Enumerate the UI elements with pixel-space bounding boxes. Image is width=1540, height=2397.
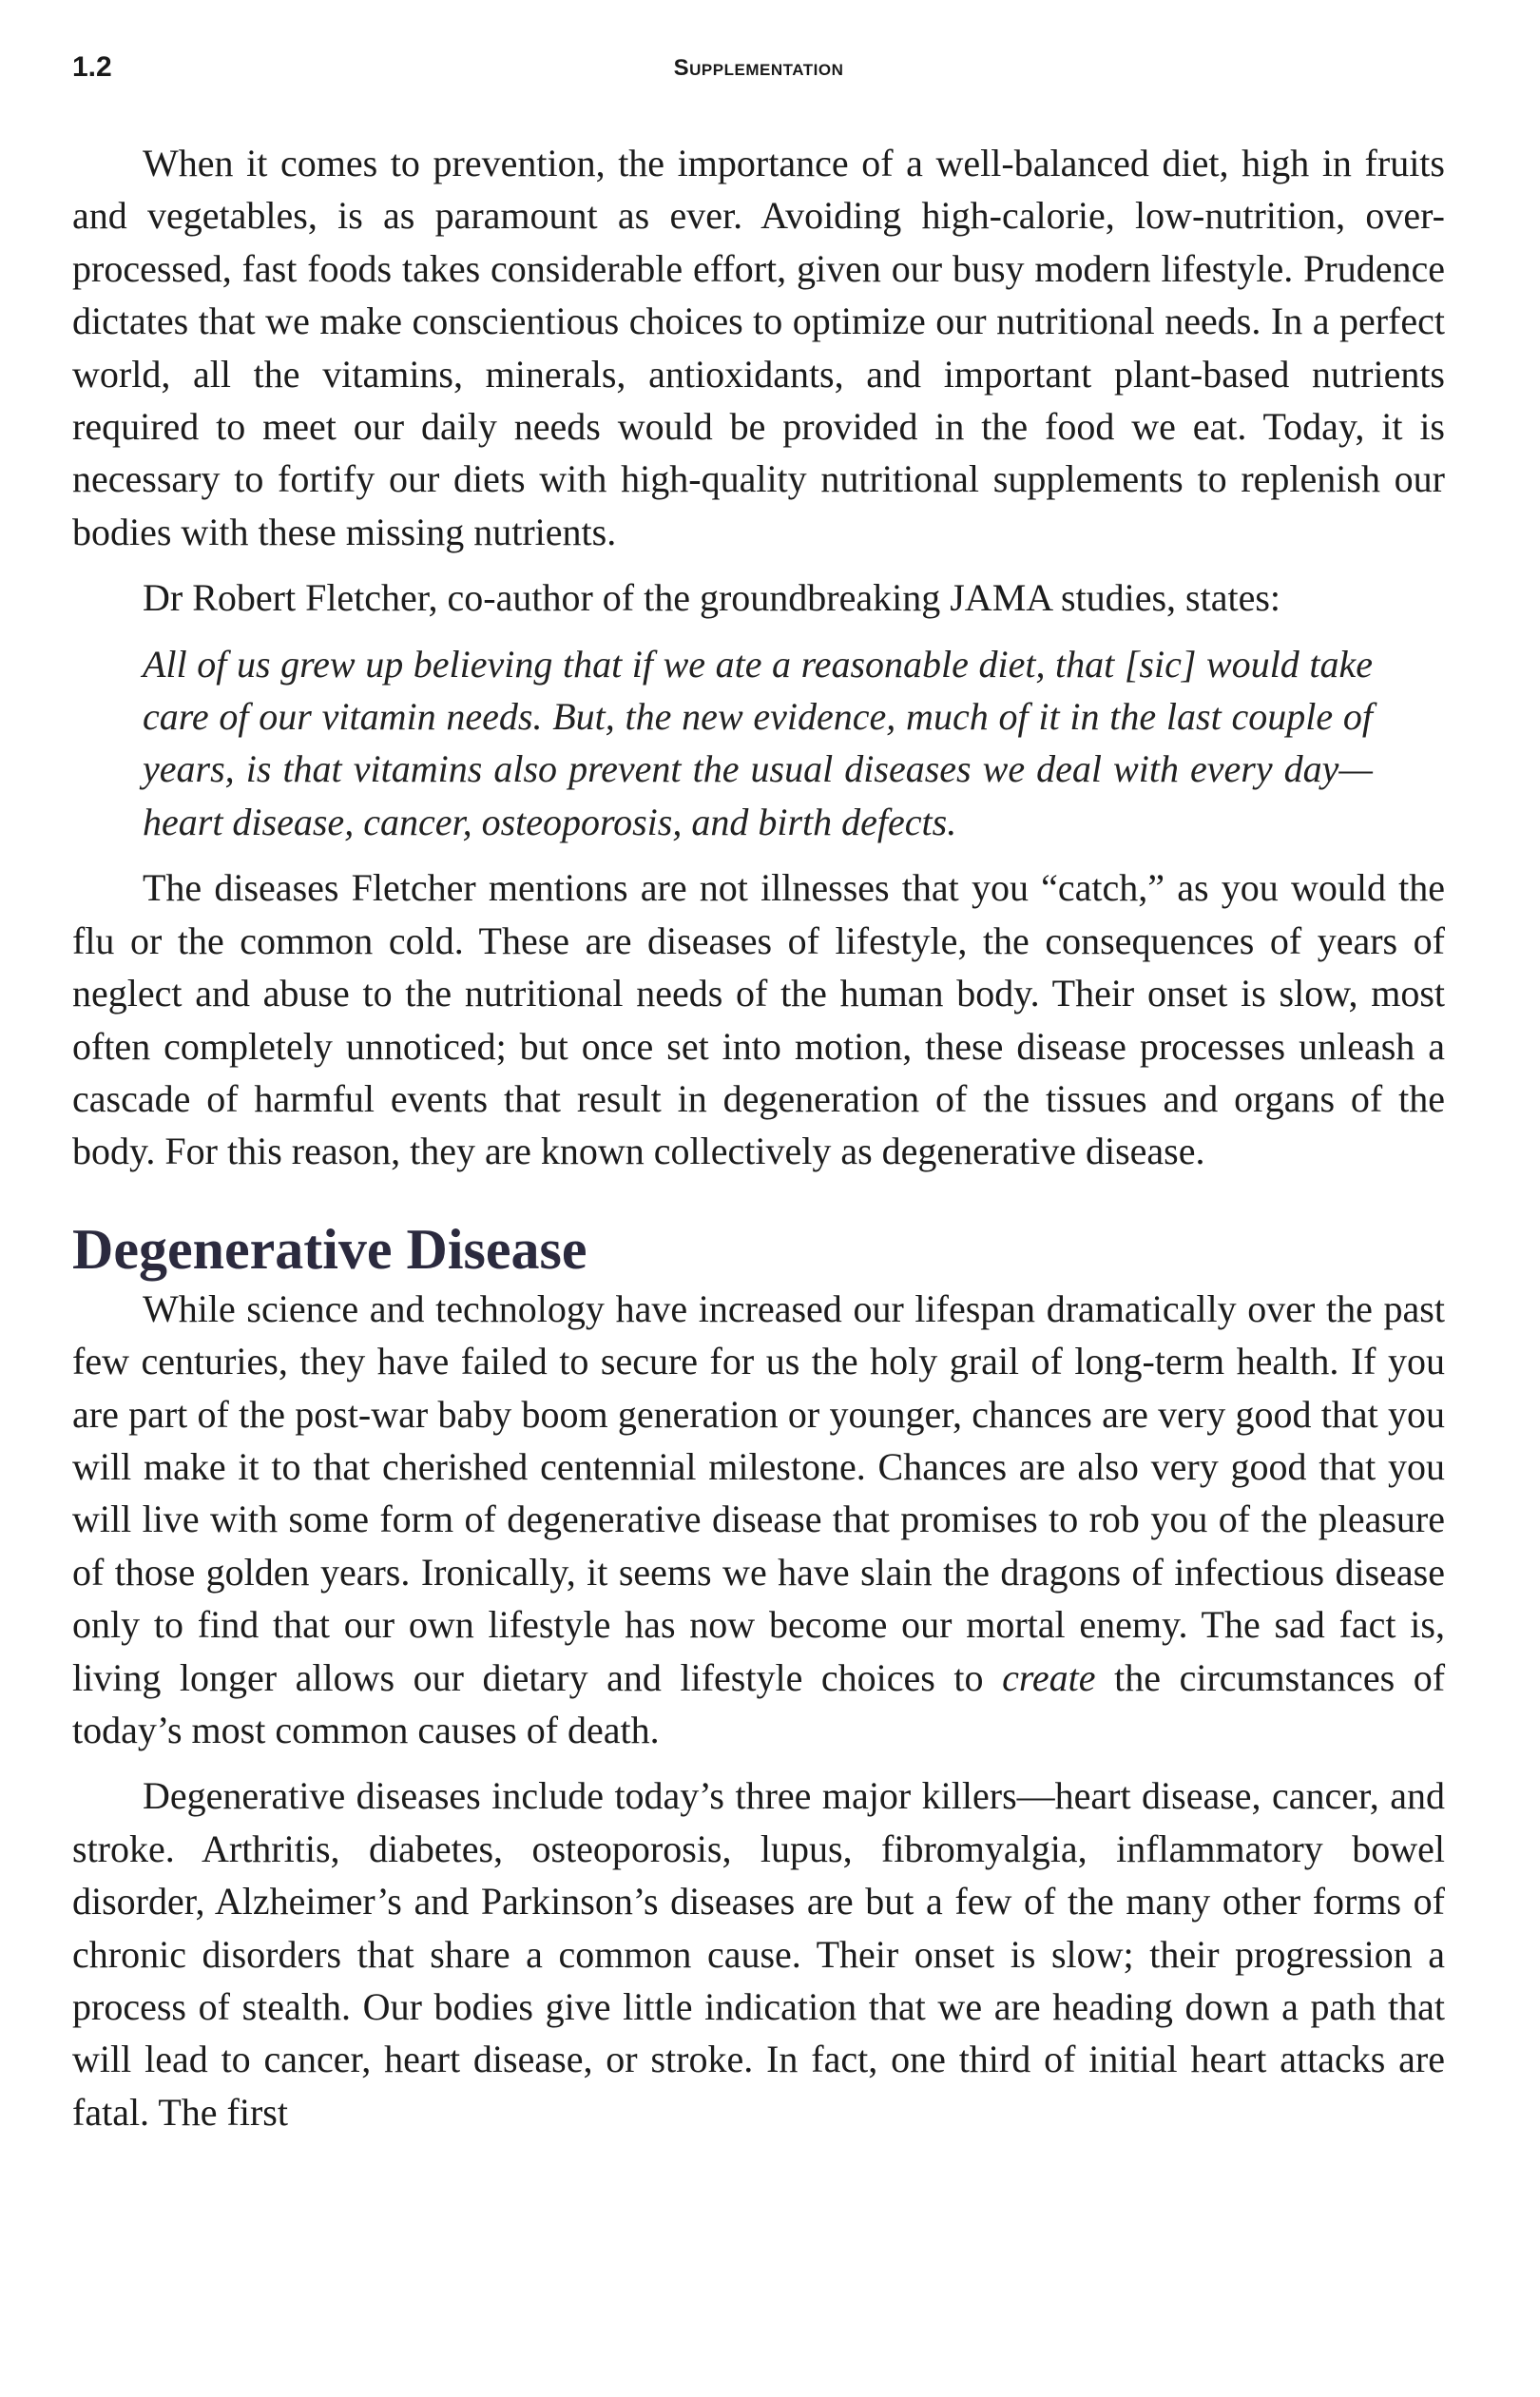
paragraph-lifespan-end: the circumstances of today’s most common causes of death. <box>72 1655 1446 1751</box>
page-number: 1.2 <box>72 51 112 83</box>
paragraph-fletcher-intro: Dr Robert Fletcher, co-author of the groundbreaking JAMA studies, states: <box>143 576 1281 620</box>
section-title: Supplementation <box>673 55 844 81</box>
emphasis-create: create <box>1002 1655 1096 1699</box>
paragraph-prevention: When it comes to prevention, the importance of a well-balanced diet, high in fruits and vegetables, is as paramount as ever. Avoiding high-calorie, low-nutrition, over-processed, fast foods takes considerable effort, given our busy modern lifestyle. Prudence dictates that we make conscientious choices to optimize our nutritional needs. In a perfect world, all the vitamins, minerals, antioxidants, and important plant-based nutrients required to meet our daily needs would be provided in the food we eat. Today, it is necessary to fortify our diets with high-quality nutritional supplements to replenish our bodies with these missing nutrients. <box>72 142 1445 553</box>
paragraph-major-killers: Degenerative diseases include today’s three major killers—heart disease, cancer, and stroke. Arthritis, diabetes, osteoporosis, lupus, fibromyalgia, inflammatory bowel disorder, Alzheimer’s and Parkinson’s diseases are but a few of the many other forms of chronic disorders that share a common cause. Their onset is slow; their progression a process of stealth. Our bodies give little indication that we are heading down a path that will lead to cancer, heart disease, or stroke. In fact, one third of initial heart attacks are fatal. The first <box>72 1774 1445 2134</box>
body-text <box>72 137 1445 2152</box>
paragraph-lifespan <box>72 1283 1445 1757</box>
paragraph-lifestyle-diseases: The diseases Fletcher mentions are not illnesses that you “catch,” as you would the flu or the common cold. These are diseases of lifestyle, the consequences of years of neglect and abuse to the nutritional needs of the human body. Their onset is slow, most often completely unnoticed; but once set into motion, these disease processes unleash a cascade of harmful events that result in degeneration of the tissues and organs of the body. For this reason, they are known collectively as degenerative disease. <box>72 866 1445 1173</box>
block-quote: All of us grew up believing that if we ate a reasonable diet, that [sic] would take care of our vitamin needs. But, the new evidence, much of it in the last couple of years, is that vitamins also prevent the usual diseases we deal with every day—heart disease, cancer, osteoporosis, and birth defects. <box>143 642 1373 843</box>
paragraph-lifespan-text: While science and technology have increased our lifespan dramatically over the past few centuries, they have failed to secure for us the holy grail of long-term health. If you are part of the post-war baby boom generation or younger, chances are very good that you will make it to that cherished centennial milestone. Chances are also very good that you will live with some form of degenerative disease that promises to rob you of the pleasure of those golden years. Ironically, it seems we have slain the dragons of infectious disease only to find that our own lifestyle has now become our mortal enemy. The sad fact is, living longer allows our dietary and lifestyle choices to <box>72 1286 1445 1699</box>
running-head <box>72 51 1445 89</box>
heading-degenerative-disease: Degenerative Disease <box>72 1217 587 1281</box>
